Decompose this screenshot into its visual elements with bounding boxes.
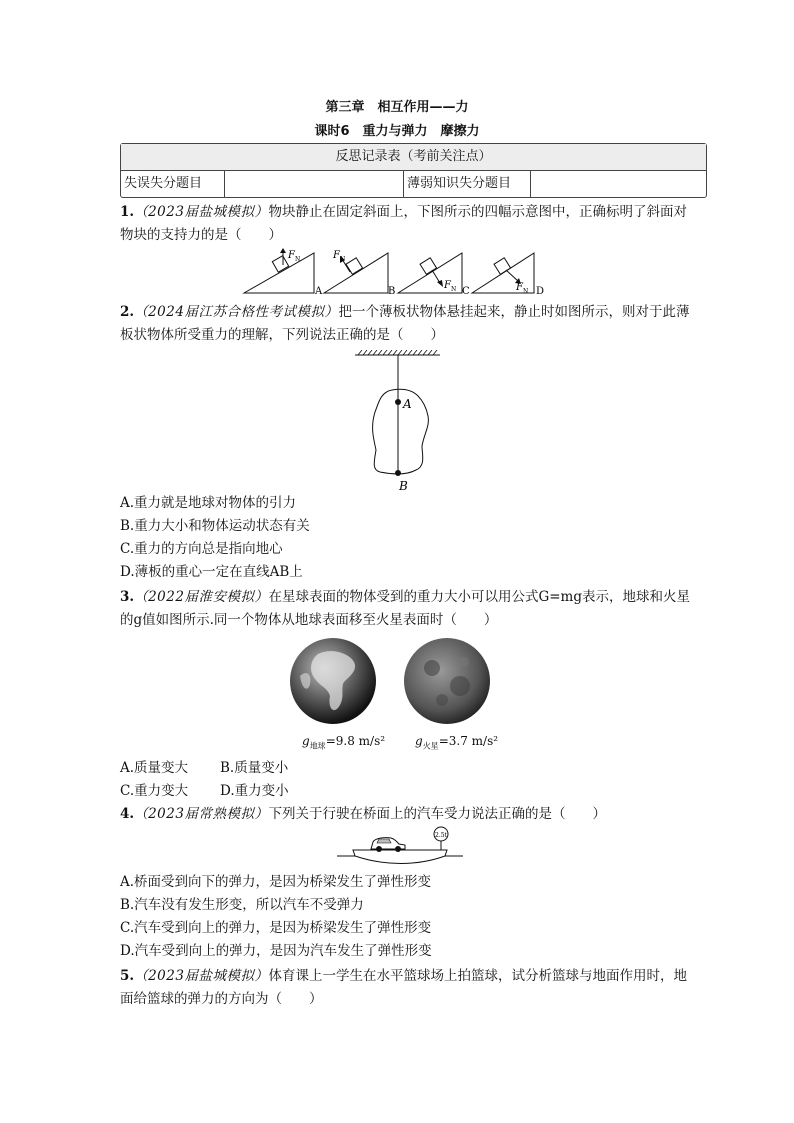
question-text: 下列关于行驶在桥面上的汽车受力说法正确的是（ ） <box>268 806 606 822</box>
option-d-label: D <box>536 286 545 297</box>
svg-text:F: F <box>288 250 295 261</box>
svg-text:N: N <box>340 256 346 263</box>
weak-knowledge-entry-cell[interactable] <box>531 171 706 197</box>
earth-g-caption: $g_{地球}=9.8$ m/s² <box>302 734 386 751</box>
q2-option-c[interactable]: C.重力的方向总是指向地心 <box>120 541 283 557</box>
reflection-table-row <box>121 171 706 197</box>
question-source: （2023届盐城模拟） <box>134 968 269 984</box>
question-source: （2024届江苏合格性考试模拟） <box>134 304 339 320</box>
q3-option-d[interactable]: D.重力变小 <box>220 783 289 799</box>
q4-option-d[interactable]: D.汽车受到向上的弹力，是因为汽车发生了弹性形变 <box>120 943 432 959</box>
question-number: 5. <box>120 968 135 984</box>
option-a-label: A <box>315 286 323 297</box>
q3-option-c[interactable]: C.重力变大 <box>120 783 189 799</box>
svg-text:N: N <box>295 256 301 263</box>
weight-limit-sign: 2.5t <box>435 832 447 839</box>
question-source: （2023届盐城模拟） <box>134 204 269 220</box>
q2-option-d[interactable]: D.薄板的重心一定在直线AB上 <box>120 564 303 580</box>
mistake-entry-cell[interactable] <box>225 171 404 197</box>
weak-knowledge-label: 薄弱知识失分题目 <box>404 171 531 197</box>
reflection-table-title: 反思记录表（考前关注点） <box>121 144 706 171</box>
question-4 <box>120 803 690 826</box>
mistake-label: 失误失分题目 <box>121 171 225 197</box>
q2-option-a[interactable]: A.重力就是地球对物体的引力 <box>120 495 297 511</box>
point-b-label: B <box>399 479 408 493</box>
bridge-car-diagram <box>335 826 465 870</box>
question-source: （2022届淮安模拟） <box>134 589 269 605</box>
mars-g-caption: $g_{火星}=3.7$ m/s² <box>415 734 499 751</box>
q4-option-c[interactable]: C.汽车受到向上的弹力，是因为桥梁发生了弹性形变 <box>120 920 432 936</box>
question-number: 1. <box>120 204 135 220</box>
question-number: 2. <box>120 304 135 320</box>
question-5 <box>120 965 690 1011</box>
suspended-plate-diagram <box>350 350 450 495</box>
question-source: （2023届常熟模拟） <box>134 806 269 822</box>
question-3 <box>120 586 690 632</box>
question-2 <box>120 301 690 347</box>
option-b-label: B <box>388 286 396 297</box>
reflection-table <box>120 143 707 198</box>
svg-text:N: N <box>523 288 529 295</box>
option-c-label: C <box>462 286 470 297</box>
question-text: 物块静止在固定斜面上，下图所示的四幅示意图中，正确标明了斜面对物块的支持力的是（ ） <box>120 204 687 243</box>
q3-option-a[interactable]: A.质量变大 <box>120 760 189 776</box>
mars-image <box>402 636 492 726</box>
svg-text:F: F <box>516 282 523 293</box>
svg-text:F: F <box>333 250 340 261</box>
q2-option-b[interactable]: B.重力大小和物体运动状态有关 <box>120 518 310 534</box>
question-text: 把一个薄板状物体悬挂起来，静止时如图所示，则对于此薄板状物体所受重力的理解，下列说法正确的是（ ） <box>120 304 690 343</box>
incline-diagrams <box>240 248 560 298</box>
svg-text:F: F <box>444 280 451 291</box>
svg-text:N: N <box>451 286 457 293</box>
point-a-label: A <box>403 397 412 411</box>
chapter-title: 第三章 相互作用——力 <box>325 100 469 115</box>
question-1 <box>120 201 690 247</box>
earth-image <box>288 636 378 726</box>
question-number: 3. <box>120 589 135 605</box>
question-text: 在星球表面的物体受到的重力大小可以用公式G=mg表示，地球和火星的g值如图所示.同一个物体从地球表面移至火星表面时（ ） <box>120 589 690 628</box>
question-text: 体育课上一学生在水平篮球场上拍篮球，试分析篮球与地面作用时，地面给篮球的弹力的方向为（ ） <box>120 968 687 1007</box>
lesson-title: 课时6 重力与弹力 摩擦力 <box>314 124 480 139</box>
question-number: 4. <box>120 806 135 822</box>
q4-option-b[interactable]: B.汽车没有发生形变，所以汽车不受弹力 <box>120 897 364 913</box>
q4-option-a[interactable]: A.桥面受到向下的弹力，是因为桥梁发生了弹性形变 <box>120 874 432 890</box>
q3-option-b[interactable]: B.质量变小 <box>220 760 289 776</box>
